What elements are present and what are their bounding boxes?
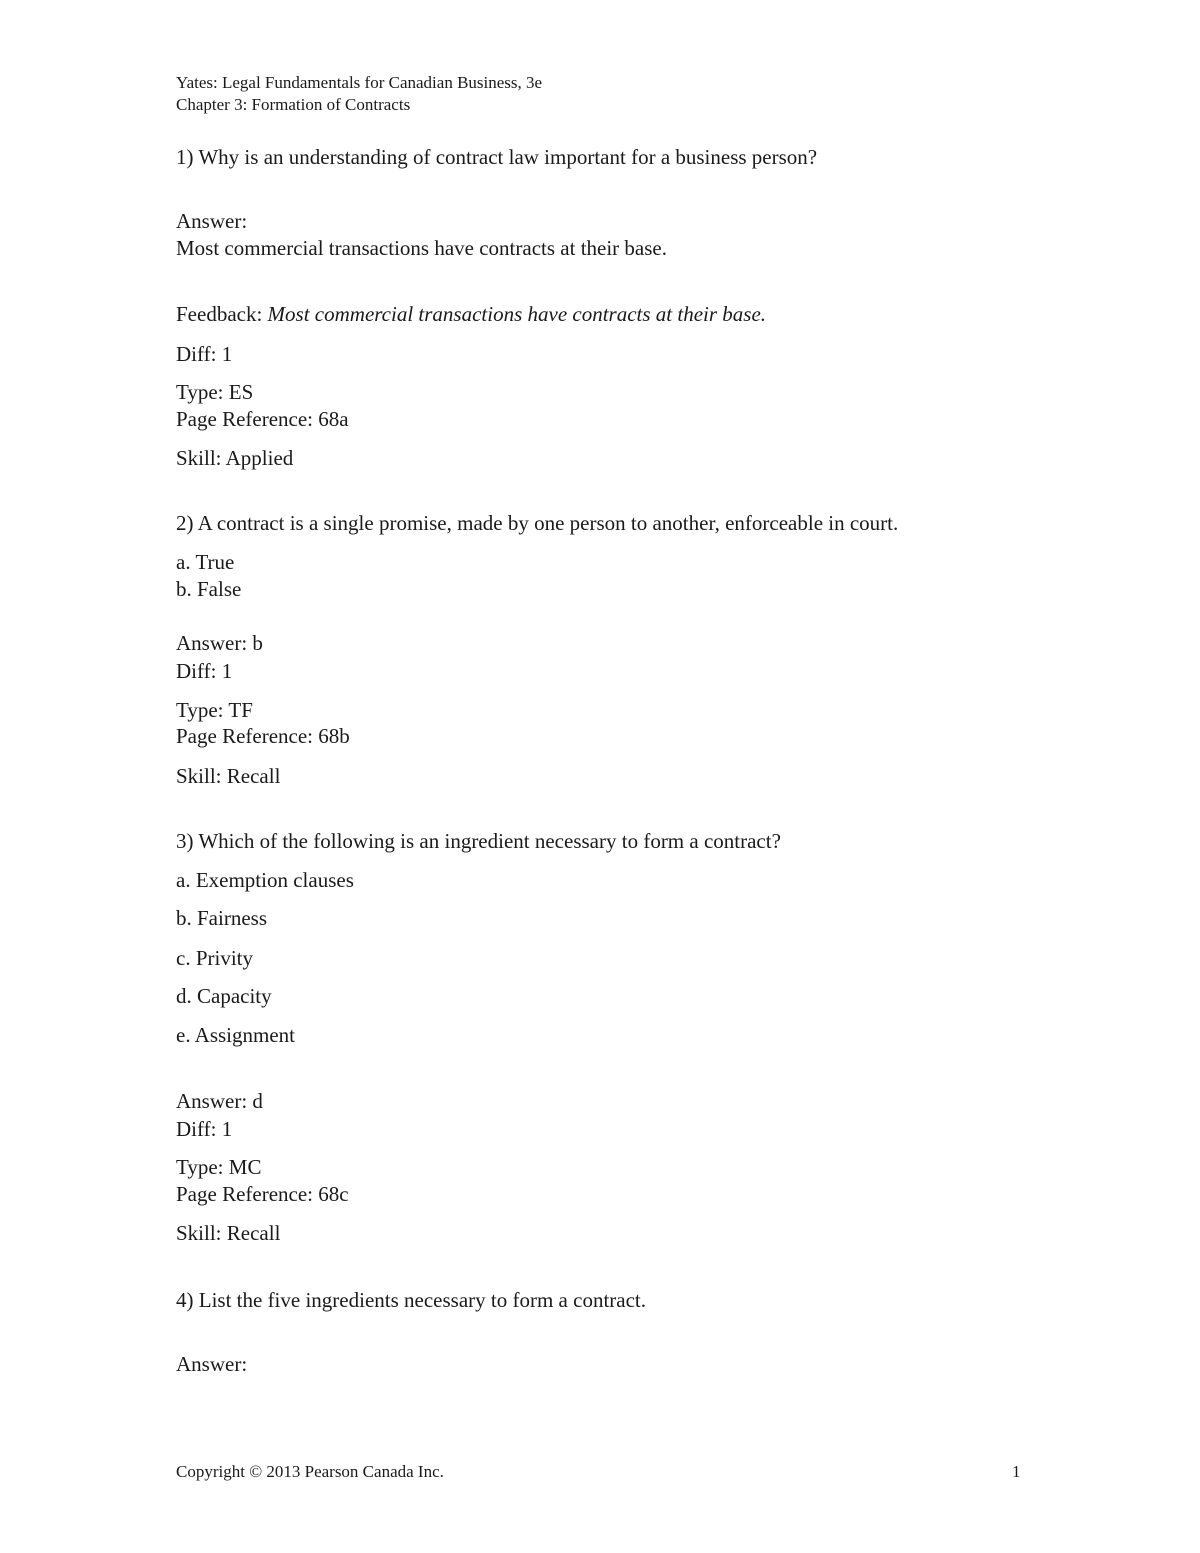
q3-type: Type: MC	[176, 1155, 262, 1179]
question-3: 3) Which of the following is an ingredient necessary to form a contract?	[176, 829, 781, 853]
page-number: 1	[1012, 1462, 1021, 1481]
q3-page-reference: Page Reference: 68c	[176, 1182, 349, 1206]
q3-option-c: c. Privity	[176, 946, 253, 970]
q4-answer-label: Answer:	[176, 1352, 248, 1376]
question-2: 2) A contract is a single promise, made by one person to another, enforceable in court.	[176, 511, 899, 535]
q2-option-b: b. False	[176, 577, 242, 601]
q2-type: Type: TF	[176, 698, 253, 722]
book-title: Yates: Legal Fundamentals for Canadian Business, 3e	[176, 73, 543, 92]
q3-option-a: a. Exemption clauses	[176, 868, 354, 892]
q3-option-e: e. Assignment	[176, 1023, 295, 1047]
q3-option-b: b. Fairness	[176, 906, 267, 930]
q3-option-d: d. Capacity	[176, 984, 272, 1008]
q1-answer-text: Most commercial transactions have contracts at their base.	[176, 236, 667, 260]
q2-diff: Diff: 1	[176, 659, 233, 683]
q2-answer: Answer: b	[176, 631, 263, 655]
q3-skill: Skill: Recall	[176, 1221, 281, 1245]
q2-option-a: a. True	[176, 550, 235, 574]
q1-feedback-label: Feedback:	[176, 302, 268, 326]
q1-feedback	[176, 301, 766, 327]
copyright-footer: Copyright © 2013 Pearson Canada Inc.	[176, 1462, 444, 1481]
question-1: 1) Why is an understanding of contract law important for a business person?	[176, 145, 818, 169]
q2-skill: Skill: Recall	[176, 764, 281, 788]
q1-page-reference: Page Reference: 68a	[176, 407, 349, 431]
q2-page-reference: Page Reference: 68b	[176, 724, 350, 748]
q3-answer: Answer: d	[176, 1089, 263, 1113]
q1-feedback-text: Most commercial transactions have contracts at their base.	[267, 302, 767, 326]
q1-answer-label: Answer:	[176, 209, 248, 233]
q1-skill: Skill: Applied	[176, 446, 294, 470]
q1-type: Type: ES	[176, 380, 254, 404]
question-4: 4) List the five ingredients necessary to form a contract.	[176, 1288, 646, 1312]
chapter-title: Chapter 3: Formation of Contracts	[176, 95, 411, 114]
q1-diff: Diff: 1	[176, 342, 233, 366]
q3-diff: Diff: 1	[176, 1117, 233, 1141]
